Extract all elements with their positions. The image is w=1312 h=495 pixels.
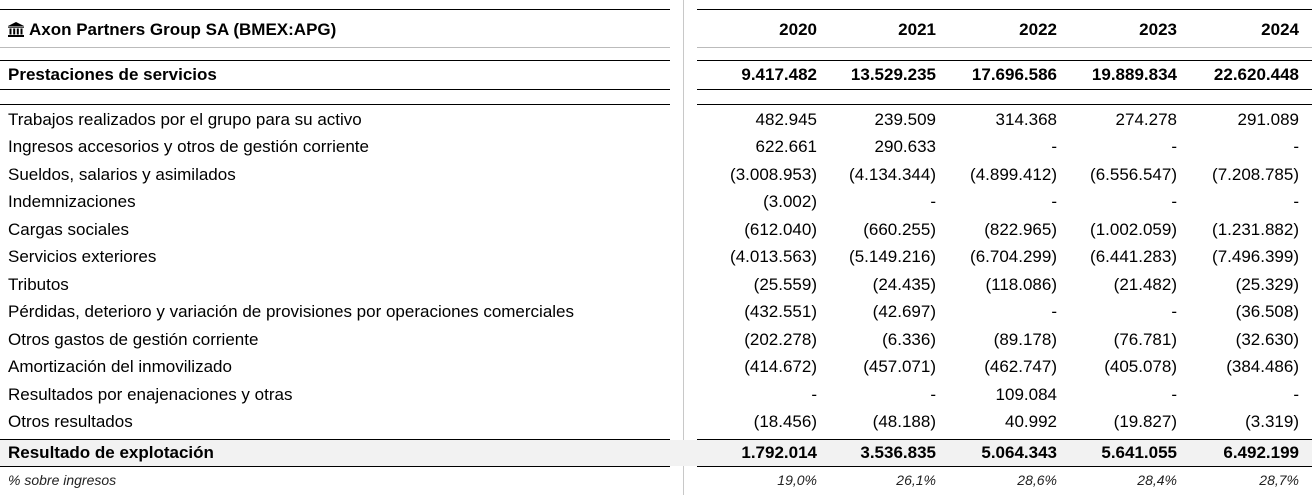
year-2021: 2021 [898, 20, 936, 39]
year-2024: 2024 [1261, 20, 1299, 39]
row-value-2021: 290.633 [874, 137, 936, 157]
row-value-2022: 109.084 [995, 384, 1057, 404]
row-value-2020: - [811, 384, 817, 404]
operating-result-2021: 3.536.835 [860, 443, 936, 462]
row-value-2023: 274.278 [1115, 109, 1177, 129]
row-label: Otros gastos de gestión corriente [8, 329, 259, 349]
row-value-2020: (432.551) [744, 302, 817, 322]
row-value-2023: (405.078) [1104, 357, 1177, 377]
row-value-2022: - [1051, 192, 1057, 212]
items-top-rule-left [0, 104, 670, 105]
table-row [0, 299, 1312, 327]
row-value-2023: (1.002.059) [1090, 219, 1177, 239]
year-2022: 2022 [1019, 20, 1057, 39]
row-value-2020: (4.013.563) [730, 247, 817, 267]
row-value-2024: - [1293, 192, 1299, 212]
table-row [0, 106, 1312, 134]
table-row [0, 161, 1312, 189]
row-value-2021: (48.188) [872, 412, 936, 432]
revenue-2024: 22.620.448 [1213, 64, 1299, 84]
row-value-2020: (3.008.953) [730, 164, 817, 184]
row-value-2024: (1.231.882) [1212, 219, 1299, 239]
revenue-2021: 13.529.235 [850, 64, 936, 84]
row-value-2024: (384.486) [1226, 357, 1299, 377]
margin-row [0, 468, 1312, 492]
row-value-2021: (4.134.344) [849, 164, 936, 184]
row-value-2021: (660.255) [863, 219, 936, 239]
operating-result-2024: 6.492.199 [1223, 443, 1299, 462]
revenue-2023: 19.889.834 [1091, 64, 1177, 84]
table-row [0, 134, 1312, 162]
row-label: Tributos [8, 274, 69, 294]
margin-2020: 19,0% [777, 472, 817, 488]
row-value-2021: 239.509 [874, 109, 936, 129]
year-2020: 2020 [779, 20, 817, 39]
row-value-2024: (3.319) [1245, 412, 1299, 432]
row-label: Servicios exteriores [8, 247, 157, 267]
operating-result-row [0, 440, 1312, 466]
row-label: Sueldos, salarios y asimilados [8, 164, 236, 184]
row-value-2022: 40.992 [1005, 412, 1057, 432]
row-value-2024: (7.496.399) [1212, 247, 1299, 267]
row-value-2020: 482.945 [755, 109, 817, 129]
row-label: Amortización del inmovilizado [8, 357, 232, 377]
row-value-2024: (25.329) [1235, 274, 1299, 294]
operating-result-2022: 5.064.343 [981, 443, 1057, 462]
row-value-2024: - [1293, 384, 1299, 404]
row-value-2020: (3.002) [763, 192, 817, 212]
header-underline-right [697, 47, 1312, 48]
row-value-2023: (21.482) [1113, 274, 1177, 294]
row-value-2023: - [1171, 384, 1177, 404]
row-value-2021: (24.435) [872, 274, 936, 294]
row-value-2020: (612.040) [744, 219, 817, 239]
margin-2023: 28,4% [1137, 472, 1177, 488]
row-value-2021: - [930, 384, 936, 404]
row-value-2020: (202.278) [744, 329, 817, 349]
row-value-2022: (6.704.299) [970, 247, 1057, 267]
header-underline-left [0, 47, 670, 48]
row-value-2024: - [1293, 137, 1299, 157]
row-value-2021: - [930, 192, 936, 212]
row-value-2021: (6.336) [882, 329, 936, 349]
row-value-2024: 291.089 [1237, 109, 1299, 129]
revenue-label: Prestaciones de servicios [8, 64, 217, 84]
row-value-2023: - [1171, 192, 1177, 212]
revenue-bottom-rule-left [0, 89, 670, 90]
row-value-2023: (19.827) [1113, 412, 1177, 432]
revenue-bottom-rule-right [697, 89, 1312, 90]
table-row [0, 381, 1312, 409]
row-value-2023: - [1171, 302, 1177, 322]
row-label: Indemnizaciones [8, 192, 136, 212]
row-value-2022: (4.899.412) [970, 164, 1057, 184]
year-2023: 2023 [1139, 20, 1177, 39]
company-name: Axon Partners Group SA (BMEX:APG) [29, 20, 337, 39]
margin-label: % sobre ingresos [8, 472, 117, 488]
table-row [0, 244, 1312, 272]
row-value-2021: (42.697) [872, 302, 936, 322]
row-value-2023: (6.441.283) [1090, 247, 1177, 267]
row-value-2020: (414.672) [744, 357, 817, 377]
margin-2022: 28,6% [1017, 472, 1057, 488]
row-value-2022: (118.086) [985, 274, 1057, 294]
operating-bottom-rule-right [697, 466, 1312, 467]
margin-2021: 26,1% [896, 472, 936, 488]
revenue-2022: 17.696.586 [971, 64, 1057, 84]
row-label: Resultados por enajenaciones y otras [8, 384, 293, 404]
row-value-2022: - [1051, 302, 1057, 322]
row-label: Cargas sociales [8, 219, 129, 239]
row-value-2024: (36.508) [1235, 302, 1299, 322]
table-row [0, 271, 1312, 299]
row-value-2024: (7.208.785) [1212, 164, 1299, 184]
row-value-2021: (5.149.216) [849, 247, 936, 267]
revenue-2020: 9.417.482 [741, 64, 817, 84]
margin-2024: 28,7% [1259, 472, 1299, 488]
row-value-2024: (32.630) [1235, 329, 1299, 349]
operating-bottom-rule-left [0, 466, 670, 467]
table-row [0, 326, 1312, 354]
row-value-2022: 314.368 [995, 109, 1057, 129]
header-row [0, 14, 1312, 46]
row-value-2023: (6.556.547) [1090, 164, 1177, 184]
row-label: Trabajos realizados por el grupo para su activo [8, 109, 362, 129]
bank-icon [8, 22, 24, 37]
company-title [8, 20, 336, 40]
revenue-row [0, 61, 1312, 88]
items-top-rule-right [697, 104, 1312, 105]
operating-result-label: Resultado de explotación [8, 443, 214, 462]
row-value-2021: (457.071) [863, 357, 936, 377]
row-value-2020: 622.661 [755, 137, 817, 157]
row-value-2023: - [1171, 137, 1177, 157]
table-row [0, 189, 1312, 217]
operating-result-2023: 5.641.055 [1101, 443, 1177, 462]
row-label: Otros resultados [8, 412, 133, 432]
row-value-2022: - [1051, 137, 1057, 157]
row-value-2022: (822.965) [984, 219, 1057, 239]
operating-result-2020: 1.792.014 [741, 443, 817, 462]
row-label: Ingresos accesorios y otros de gestión corriente [8, 137, 369, 157]
row-value-2022: (462.747) [984, 357, 1057, 377]
row-value-2023: (76.781) [1113, 329, 1177, 349]
top-rule-left [0, 9, 670, 10]
row-label: Pérdidas, deterioro y variación de provisiones por operaciones comerciales [8, 302, 575, 322]
row-value-2020: (25.559) [753, 274, 817, 294]
row-value-2022: (89.178) [993, 329, 1057, 349]
table-row [0, 216, 1312, 244]
table-row [0, 409, 1312, 437]
top-rule-right [697, 9, 1312, 10]
table-row [0, 354, 1312, 382]
row-value-2020: (18.456) [753, 412, 817, 432]
